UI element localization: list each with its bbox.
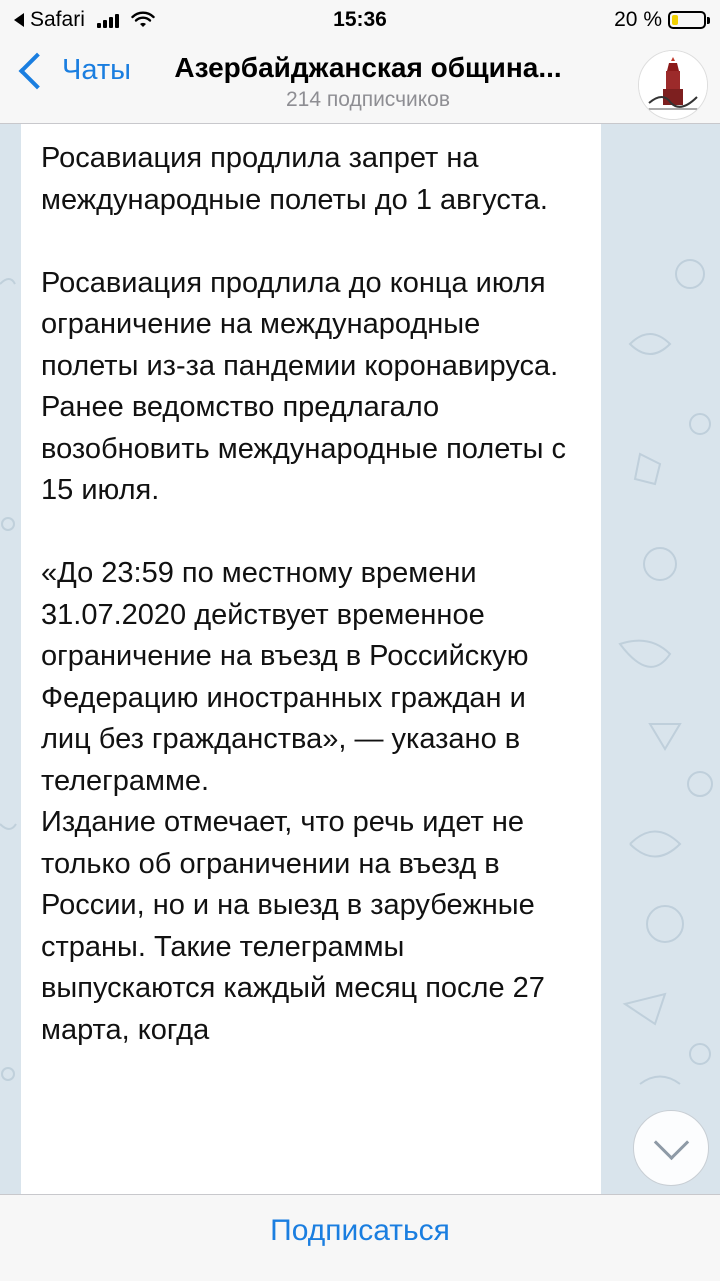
back-button[interactable] (14, 54, 131, 87)
battery-level (672, 15, 678, 25)
message-bubble[interactable] (21, 124, 601, 1194)
status-bar (0, 0, 720, 40)
clock: 15:36 (333, 8, 387, 31)
chat-area[interactable] (0, 124, 720, 1194)
message-paragraph: Издание отмечает, что речь идет не только об ограничении на въезд в России, но и на выезд в зарубежные страны. Такие телеграммы выпускаются каждый месяц после 27 марта, когда (41, 806, 553, 1046)
channel-info[interactable] (138, 52, 598, 112)
message-paragraph: Росавиация продлила до конца июля ограничение на международные полеты из-за пандемии коронавируса. Ранее ведомство предлагало возобновить международные полеты с 15 июля. (41, 266, 575, 506)
message-paragraph: «До 23:59 по местному времени 31.07.2020 действует временное ограничение на въезд в Российскую Федерацию иностранных граждан и лиц без гражданства», — указано в телеграмме. (41, 557, 537, 797)
status-right (614, 8, 706, 32)
bottom-bar (0, 1194, 720, 1281)
back-to-app-label[interactable]: Safari (30, 8, 85, 31)
subscribe-button[interactable]: Подписаться (270, 1214, 450, 1247)
channel-avatar[interactable] (638, 50, 708, 120)
battery-icon (668, 11, 706, 29)
message-paragraph: Росавиация продлила запрет на международные полеты до 1 августа. (41, 142, 548, 216)
battery-percent: 20 % (614, 8, 662, 31)
scroll-down-button[interactable] (633, 1110, 709, 1186)
back-label: Чаты (62, 54, 131, 86)
chevron-left-icon (19, 52, 56, 89)
kremlin-tower-logo-icon (639, 51, 707, 119)
subscriber-count: 214 подписчиков (285, 88, 450, 111)
channel-title: Азербайджанская община... (174, 52, 562, 83)
chat-header (0, 40, 720, 124)
chevron-down-icon (653, 1124, 688, 1159)
